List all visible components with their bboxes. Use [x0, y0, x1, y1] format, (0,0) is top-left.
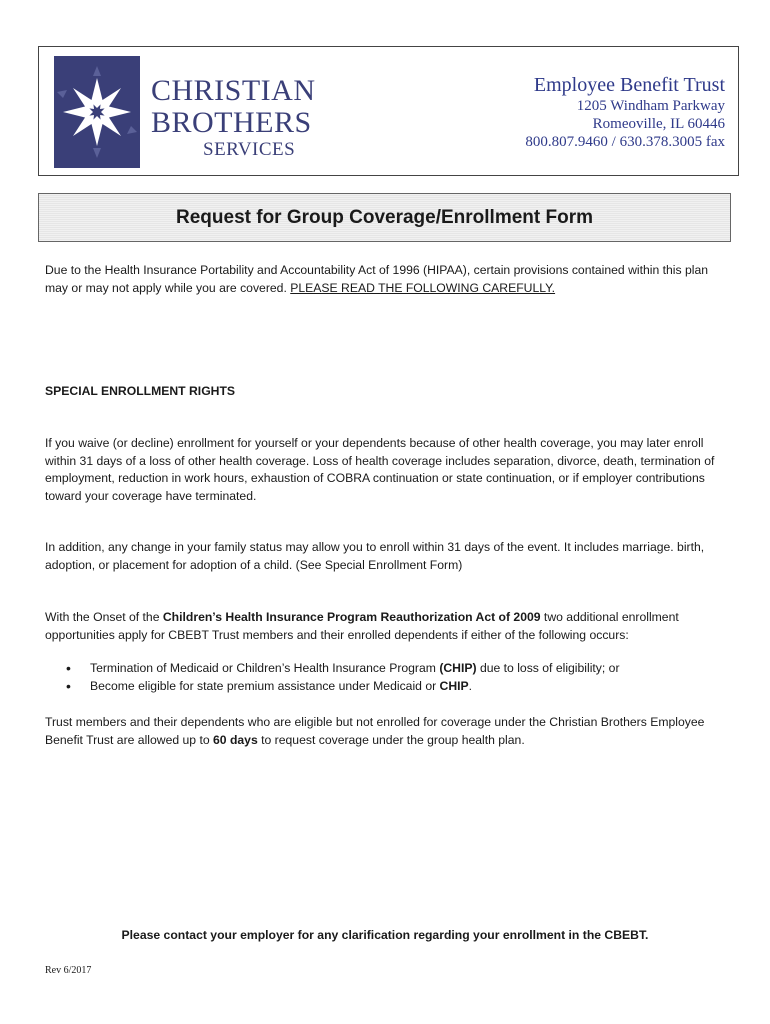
family-status-paragraph: In addition, any change in your family status may allow you to enroll within 31 days of the event. It includes marriage. birth, adoption, or placement for adoption of a child. (See Special Enrollment Form): [45, 540, 705, 572]
chip-text-before: With the Onset of the: [45, 610, 163, 624]
trust-members-paragraph: [45, 714, 725, 749]
city-address: Romeoville, IL 60446: [592, 116, 725, 132]
letterhead: [38, 46, 739, 176]
trust-text-before: Trust members and their dependents who are eligible but not enrolled for coverage under the Christian Brothers Employee Benefit Trust are allowed up to: [45, 715, 705, 747]
list-item-text: Termination of Medicaid or Children’s Health Insurance Program: [90, 661, 440, 675]
logo-line-christian: CHRISTIAN: [151, 74, 316, 107]
form-title-banner: [38, 193, 731, 242]
chip-text-after: two additional enrollment opportunities apply for CBEBT Trust members and their enrolled dependents if either of the following occurs:: [45, 610, 679, 642]
christian-brothers-star-logo-icon: [54, 56, 140, 168]
revision-date: Rev 6/2017: [45, 965, 92, 976]
chip-paragraph: [45, 609, 725, 644]
form-title: Request for Group Coverage/Enrollment Form: [176, 206, 593, 228]
list-item-text: Become eligible for state premium assistance under Medicaid or: [90, 679, 440, 693]
read-carefully-notice: PLEASE READ THE FOLLOWING CAREFULLY.: [290, 280, 556, 295]
trust-text-after: to request coverage under the group health plan.: [257, 732, 525, 747]
organization-name: Employee Benefit Trust: [533, 74, 725, 96]
street-address: 1205 Windham Parkway: [576, 98, 725, 114]
list-item-bold: CHIP: [439, 679, 469, 693]
phone-fax: 800.807.9460 / 630.378.3005 fax: [525, 134, 725, 150]
sixty-days: 60 days: [213, 732, 258, 747]
chip-conditions-list: [66, 659, 726, 695]
list-item: [66, 677, 726, 695]
company-logo-text: [151, 75, 316, 161]
list-item-text-end: .: [468, 679, 473, 693]
contact-block: [525, 73, 725, 151]
intro-text: Due to the Health Insurance Portability and Accountability Act of 1996 (HIPAA), certain provisions contained within this plan may or may not apply while you are covered.: [45, 263, 709, 295]
list-item-text-end: due to loss of eligibility; or: [476, 661, 620, 675]
logo-line-services: SERVICES: [203, 139, 296, 160]
section-heading: SPECIAL ENROLLMENT RIGHTS: [45, 384, 236, 398]
list-item-bold: (CHIP): [439, 661, 477, 675]
logo-line-brothers: BROTHERS: [151, 106, 312, 139]
contact-employer-note: Please contact your employer for any clarification regarding your enrollment in the CBEBT.: [121, 928, 649, 942]
chip-act-name: Children’s Health Insurance Program Reauthorization Act of 2009: [162, 610, 541, 624]
list-item: [66, 659, 726, 677]
waive-enrollment-paragraph: If you waive (or decline) enrollment for yourself or your dependents because of other health coverage, you may later enroll within 31 days of a loss of other health coverage. Loss of health coverage includes separation, divorce, death, termination of employment, reduction in work hours, exhaustion of COBRA continuation or state continuation, or if employer contributions toward your coverage have terminated.: [45, 436, 715, 503]
intro-paragraph: [45, 262, 725, 297]
